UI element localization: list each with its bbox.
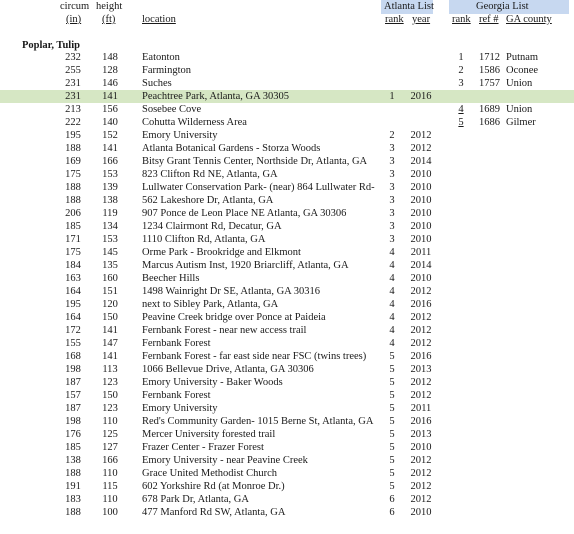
height-cell: 139 xyxy=(102,182,118,193)
location-cell: Atlanta Botanical Gardens - Storza Woods xyxy=(142,143,321,154)
table-row xyxy=(0,350,574,363)
table-row xyxy=(0,207,574,220)
atlanta-rank-cell: 3 xyxy=(389,169,395,180)
location-cell: Fernbank Forest - far east side near FSC (twins trees) xyxy=(142,351,367,362)
height-cell: 135 xyxy=(102,260,118,271)
circumference-cell: 183 xyxy=(65,494,81,505)
location-cell: Peachtree Park, Atlanta, GA 30305 xyxy=(142,91,289,102)
atlanta-rank-cell: 4 xyxy=(389,325,395,336)
circumference-cell: 187 xyxy=(65,377,81,388)
atlanta-year-cell: 2010 xyxy=(410,195,432,206)
atlanta-rank-cell: 5 xyxy=(389,364,395,375)
table-row xyxy=(0,389,574,402)
atlanta-year-cell: 2016 xyxy=(410,91,432,102)
circumference-cell: 138 xyxy=(65,455,81,466)
location-cell: Farmington xyxy=(142,65,191,76)
atlanta-rank-cell: 4 xyxy=(389,273,395,284)
georgia-rank-cell: 2 xyxy=(458,65,464,76)
table-row xyxy=(0,493,574,506)
georgia-rank-cell: 1 xyxy=(458,52,464,63)
table-row xyxy=(0,116,574,129)
circumference-cell: 195 xyxy=(65,130,81,141)
location-cell: Orme Park - Brookridge and Elkmont xyxy=(142,247,301,258)
circumference-cell: 176 xyxy=(65,429,81,440)
header-ga-ref: ref # xyxy=(479,14,499,25)
location-cell: Grace United Methodist Church xyxy=(142,468,278,479)
atlanta-rank-cell: 3 xyxy=(389,182,395,193)
height-cell: 128 xyxy=(102,65,118,76)
table-row xyxy=(0,194,574,207)
georgia-ref-cell: 1757 xyxy=(479,78,500,89)
atlanta-rank-cell: 5 xyxy=(389,403,395,414)
circumference-cell: 232 xyxy=(65,52,81,63)
atlanta-rank-cell: 4 xyxy=(389,260,395,271)
location-cell: Cohutta Wilderness Area xyxy=(142,117,247,128)
circumference-cell: 255 xyxy=(65,65,81,76)
atlanta-rank-cell: 5 xyxy=(389,442,395,453)
location-cell: Emory University - Baker Woods xyxy=(142,377,283,388)
atlanta-year-cell: 2012 xyxy=(410,390,432,401)
georgia-rank-cell: 5 xyxy=(458,117,464,128)
table-row xyxy=(0,480,574,493)
location-cell: Lullwater Conservation Park- (near) 864 Lullwater Rd- xyxy=(142,182,375,193)
georgia-county-cell: Oconee xyxy=(506,65,539,76)
circumference-cell: 164 xyxy=(65,312,81,323)
table-row xyxy=(0,103,574,116)
height-cell: 145 xyxy=(102,247,118,258)
height-cell: 141 xyxy=(102,143,118,154)
circumference-cell: 188 xyxy=(65,182,81,193)
height-cell: 141 xyxy=(102,351,118,362)
atlanta-year-cell: 2010 xyxy=(410,221,432,232)
header-ga-rank: rank xyxy=(452,14,471,25)
circumference-cell: 198 xyxy=(65,416,81,427)
height-cell: 134 xyxy=(102,221,118,232)
height-cell: 141 xyxy=(102,91,118,102)
georgia-county-cell: Union xyxy=(506,78,533,89)
table-row xyxy=(0,298,574,311)
georgia-county-cell: Gilmer xyxy=(506,117,536,128)
atlanta-rank-cell: 5 xyxy=(389,429,395,440)
header-atl-rank: rank xyxy=(385,14,404,25)
table-row xyxy=(0,90,574,103)
georgia-ref-cell: 1712 xyxy=(479,52,500,63)
circumference-cell: 191 xyxy=(65,481,81,492)
height-cell: 123 xyxy=(102,403,118,414)
table-row xyxy=(0,363,574,376)
table-row xyxy=(0,376,574,389)
georgia-ref-cell: 1686 xyxy=(479,117,500,128)
table-row xyxy=(0,402,574,415)
atlanta-year-cell: 2010 xyxy=(410,182,432,193)
location-cell: 907 Ponce de Leon Place NE Atlanta, GA 30306 xyxy=(142,208,347,219)
atlanta-year-cell: 2016 xyxy=(410,416,432,427)
height-cell: 146 xyxy=(102,78,118,89)
location-cell: 562 Lakeshore Dr, Atlanta, GA xyxy=(142,195,274,206)
header-height-unit: (ft) xyxy=(102,14,116,25)
atlanta-rank-cell: 5 xyxy=(389,390,395,401)
atlanta-year-cell: 2011 xyxy=(410,247,432,258)
location-cell: Peavine Creek bridge over Ponce at Paideia xyxy=(142,312,326,323)
tree-table xyxy=(0,51,574,519)
circumference-cell: 231 xyxy=(65,91,81,102)
height-cell: 153 xyxy=(102,234,118,245)
header-georgia-list: Georgia List xyxy=(476,1,529,12)
georgia-county-cell: Putnam xyxy=(506,52,539,63)
circumference-cell: 175 xyxy=(65,247,81,258)
atlanta-rank-cell: 3 xyxy=(389,234,395,245)
table-row xyxy=(0,428,574,441)
circumference-cell: 184 xyxy=(65,260,81,271)
location-cell: Bitsy Grant Tennis Center, Northside Dr, Atlanta, GA xyxy=(142,156,368,167)
atlanta-rank-cell: 4 xyxy=(389,286,395,297)
atlanta-year-cell: 2010 xyxy=(410,169,432,180)
atlanta-year-cell: 2010 xyxy=(410,273,432,284)
location-cell: Fernbank Forest xyxy=(142,338,211,349)
location-cell: Red's Community Garden- 1015 Berne St, Atlanta, GA xyxy=(142,416,374,427)
table-row xyxy=(0,168,574,181)
circumference-cell: 163 xyxy=(65,273,81,284)
circumference-cell: 188 xyxy=(65,143,81,154)
circumference-cell: 206 xyxy=(65,208,81,219)
atlanta-year-cell: 2016 xyxy=(410,299,432,310)
atlanta-year-cell: 2013 xyxy=(410,364,432,375)
atlanta-year-cell: 2012 xyxy=(410,455,432,466)
table-row xyxy=(0,64,574,77)
georgia-rank-cell: 4 xyxy=(458,104,464,115)
table-row xyxy=(0,467,574,480)
height-cell: 140 xyxy=(102,117,118,128)
height-cell: 120 xyxy=(102,299,118,310)
atlanta-year-cell: 2013 xyxy=(410,429,432,440)
circumference-cell: 213 xyxy=(65,104,81,115)
species-section-title: Poplar, Tulip xyxy=(22,40,80,51)
location-cell: 602 Yorkshire Rd (at Monroe Dr.) xyxy=(142,481,285,492)
table-row xyxy=(0,324,574,337)
table-row xyxy=(0,220,574,233)
header-location: location xyxy=(142,14,176,25)
atlanta-year-cell: 2012 xyxy=(410,481,432,492)
table-row xyxy=(0,181,574,194)
atlanta-year-cell: 2012 xyxy=(410,325,432,336)
height-cell: 123 xyxy=(102,377,118,388)
header-atl-year: year xyxy=(412,14,431,25)
atlanta-rank-cell: 4 xyxy=(389,312,395,323)
atlanta-rank-cell: 4 xyxy=(389,299,395,310)
georgia-ref-cell: 1689 xyxy=(479,104,500,115)
atlanta-year-cell: 2012 xyxy=(410,377,432,388)
atlanta-rank-cell: 4 xyxy=(389,338,395,349)
table-row xyxy=(0,272,574,285)
atlanta-rank-cell: 3 xyxy=(389,195,395,206)
atlanta-year-cell: 2016 xyxy=(410,351,432,362)
location-cell: Fernbank Forest - near new access trail xyxy=(142,325,307,336)
circumference-cell: 188 xyxy=(65,468,81,479)
circumference-cell: 222 xyxy=(65,117,81,128)
height-cell: 125 xyxy=(102,429,118,440)
height-cell: 166 xyxy=(102,156,118,167)
location-cell: next to Sibley Park, Atlanta, GA xyxy=(142,299,279,310)
height-cell: 115 xyxy=(102,481,118,492)
atlanta-rank-cell: 2 xyxy=(389,130,395,141)
location-cell: Emory University - near Peavine Creek xyxy=(142,455,308,466)
circumference-cell: 155 xyxy=(65,338,81,349)
atlanta-rank-cell: 4 xyxy=(389,247,395,258)
table-row xyxy=(0,311,574,324)
georgia-county-cell: Union xyxy=(506,104,533,115)
table-row xyxy=(0,142,574,155)
location-cell: Marcus Autism Inst, 1920 Briarcliff, Atlanta, GA xyxy=(142,260,349,271)
atlanta-year-cell: 2010 xyxy=(410,442,432,453)
location-cell: Sosebee Cove xyxy=(142,104,202,115)
table-row xyxy=(0,454,574,467)
atlanta-year-cell: 2012 xyxy=(410,338,432,349)
atlanta-year-cell: 2010 xyxy=(410,234,432,245)
atlanta-rank-cell: 3 xyxy=(389,143,395,154)
header-ga-county: GA county xyxy=(506,14,552,25)
circumference-cell: 231 xyxy=(65,78,81,89)
table-row xyxy=(0,506,574,519)
circumference-cell: 188 xyxy=(65,195,81,206)
atlanta-year-cell: 2014 xyxy=(410,156,432,167)
atlanta-rank-cell: 6 xyxy=(389,507,395,518)
circumference-cell: 188 xyxy=(65,507,81,518)
location-cell: Emory University xyxy=(142,130,218,141)
location-cell: 1110 Clifton Rd, Atlanta, GA xyxy=(142,234,266,245)
header-circum-unit: (in) xyxy=(66,14,82,25)
circumference-cell: 168 xyxy=(65,351,81,362)
table-row xyxy=(0,51,574,64)
location-cell: 1066 Bellevue Drive, Atlanta, GA 30306 xyxy=(142,364,314,375)
location-cell: Frazer Center - Frazer Forest xyxy=(142,442,264,453)
atlanta-year-cell: 2012 xyxy=(410,143,432,154)
location-cell: 823 Clifton Rd NE, Atlanta, GA xyxy=(142,169,278,180)
location-cell: Suches xyxy=(142,78,172,89)
height-cell: 138 xyxy=(102,195,118,206)
table-row xyxy=(0,246,574,259)
location-cell: 477 Manford Rd SW, Atlanta, GA xyxy=(142,507,286,518)
atlanta-year-cell: 2012 xyxy=(410,494,432,505)
atlanta-rank-cell: 3 xyxy=(389,221,395,232)
height-cell: 152 xyxy=(102,130,118,141)
location-cell: Emory University xyxy=(142,403,218,414)
atlanta-year-cell: 2012 xyxy=(410,130,432,141)
atlanta-year-cell: 2010 xyxy=(410,507,432,518)
atlanta-year-cell: 2010 xyxy=(410,208,432,219)
location-cell: 678 Park Dr, Atlanta, GA xyxy=(142,494,249,505)
circumference-cell: 164 xyxy=(65,286,81,297)
circumference-cell: 175 xyxy=(65,169,81,180)
circumference-cell: 157 xyxy=(65,390,81,401)
circumference-cell: 198 xyxy=(65,364,81,375)
table-row xyxy=(0,415,574,428)
circumference-cell: 169 xyxy=(65,156,81,167)
height-cell: 110 xyxy=(102,468,118,479)
table-row xyxy=(0,233,574,246)
height-cell: 166 xyxy=(102,455,118,466)
height-cell: 151 xyxy=(102,286,118,297)
location-cell: Mercer University forested trail xyxy=(142,429,276,440)
header-atlanta-list: Atlanta List xyxy=(384,1,434,12)
height-cell: 153 xyxy=(102,169,118,180)
table-row xyxy=(0,259,574,272)
atlanta-rank-cell: 5 xyxy=(389,416,395,427)
height-cell: 100 xyxy=(102,507,118,518)
table-row xyxy=(0,129,574,142)
atlanta-year-cell: 2012 xyxy=(410,468,432,479)
atlanta-rank-cell: 3 xyxy=(389,208,395,219)
atlanta-year-cell: 2011 xyxy=(410,403,432,414)
atlanta-rank-cell: 5 xyxy=(389,481,395,492)
table-row xyxy=(0,337,574,350)
circumference-cell: 185 xyxy=(65,221,81,232)
height-cell: 119 xyxy=(102,208,118,219)
atlanta-rank-cell: 3 xyxy=(389,156,395,167)
height-cell: 150 xyxy=(102,390,118,401)
height-cell: 110 xyxy=(102,494,118,505)
atlanta-year-cell: 2012 xyxy=(410,286,432,297)
atlanta-rank-cell: 5 xyxy=(389,351,395,362)
height-cell: 127 xyxy=(102,442,118,453)
height-cell: 156 xyxy=(102,104,118,115)
atlanta-rank-cell: 5 xyxy=(389,455,395,466)
location-cell: Eatonton xyxy=(142,52,180,63)
atlanta-year-cell: 2012 xyxy=(410,312,432,323)
header-height: height xyxy=(96,1,123,12)
location-cell: Fernbank Forest xyxy=(142,390,211,401)
atlanta-rank-cell: 5 xyxy=(389,377,395,388)
georgia-rank-cell: 3 xyxy=(458,78,464,89)
location-cell: 1234 Clairmont Rd, Decatur, GA xyxy=(142,221,282,232)
circumference-cell: 195 xyxy=(65,299,81,310)
circumference-cell: 187 xyxy=(65,403,81,414)
height-cell: 150 xyxy=(102,312,118,323)
atlanta-rank-cell: 6 xyxy=(389,494,395,505)
atlanta-rank-cell: 5 xyxy=(389,468,395,479)
height-cell: 141 xyxy=(102,325,118,336)
circumference-cell: 185 xyxy=(65,442,81,453)
height-cell: 160 xyxy=(102,273,118,284)
atlanta-year-cell: 2014 xyxy=(410,260,432,271)
height-cell: 110 xyxy=(102,416,118,427)
circumference-cell: 171 xyxy=(65,234,81,245)
table-row xyxy=(0,155,574,168)
table-row xyxy=(0,285,574,298)
location-cell: Beecher Hills xyxy=(142,273,200,284)
height-cell: 148 xyxy=(102,52,118,63)
table-row xyxy=(0,441,574,454)
atlanta-rank-cell: 1 xyxy=(389,91,395,102)
height-cell: 147 xyxy=(102,338,118,349)
georgia-ref-cell: 1586 xyxy=(479,65,500,76)
circumference-cell: 172 xyxy=(65,325,81,336)
height-cell: 113 xyxy=(102,364,118,375)
table-row xyxy=(0,77,574,90)
header-circum: circum xyxy=(60,1,90,12)
location-cell: 1498 Wainright Dr SE, Atlanta, GA 30316 xyxy=(142,286,321,297)
